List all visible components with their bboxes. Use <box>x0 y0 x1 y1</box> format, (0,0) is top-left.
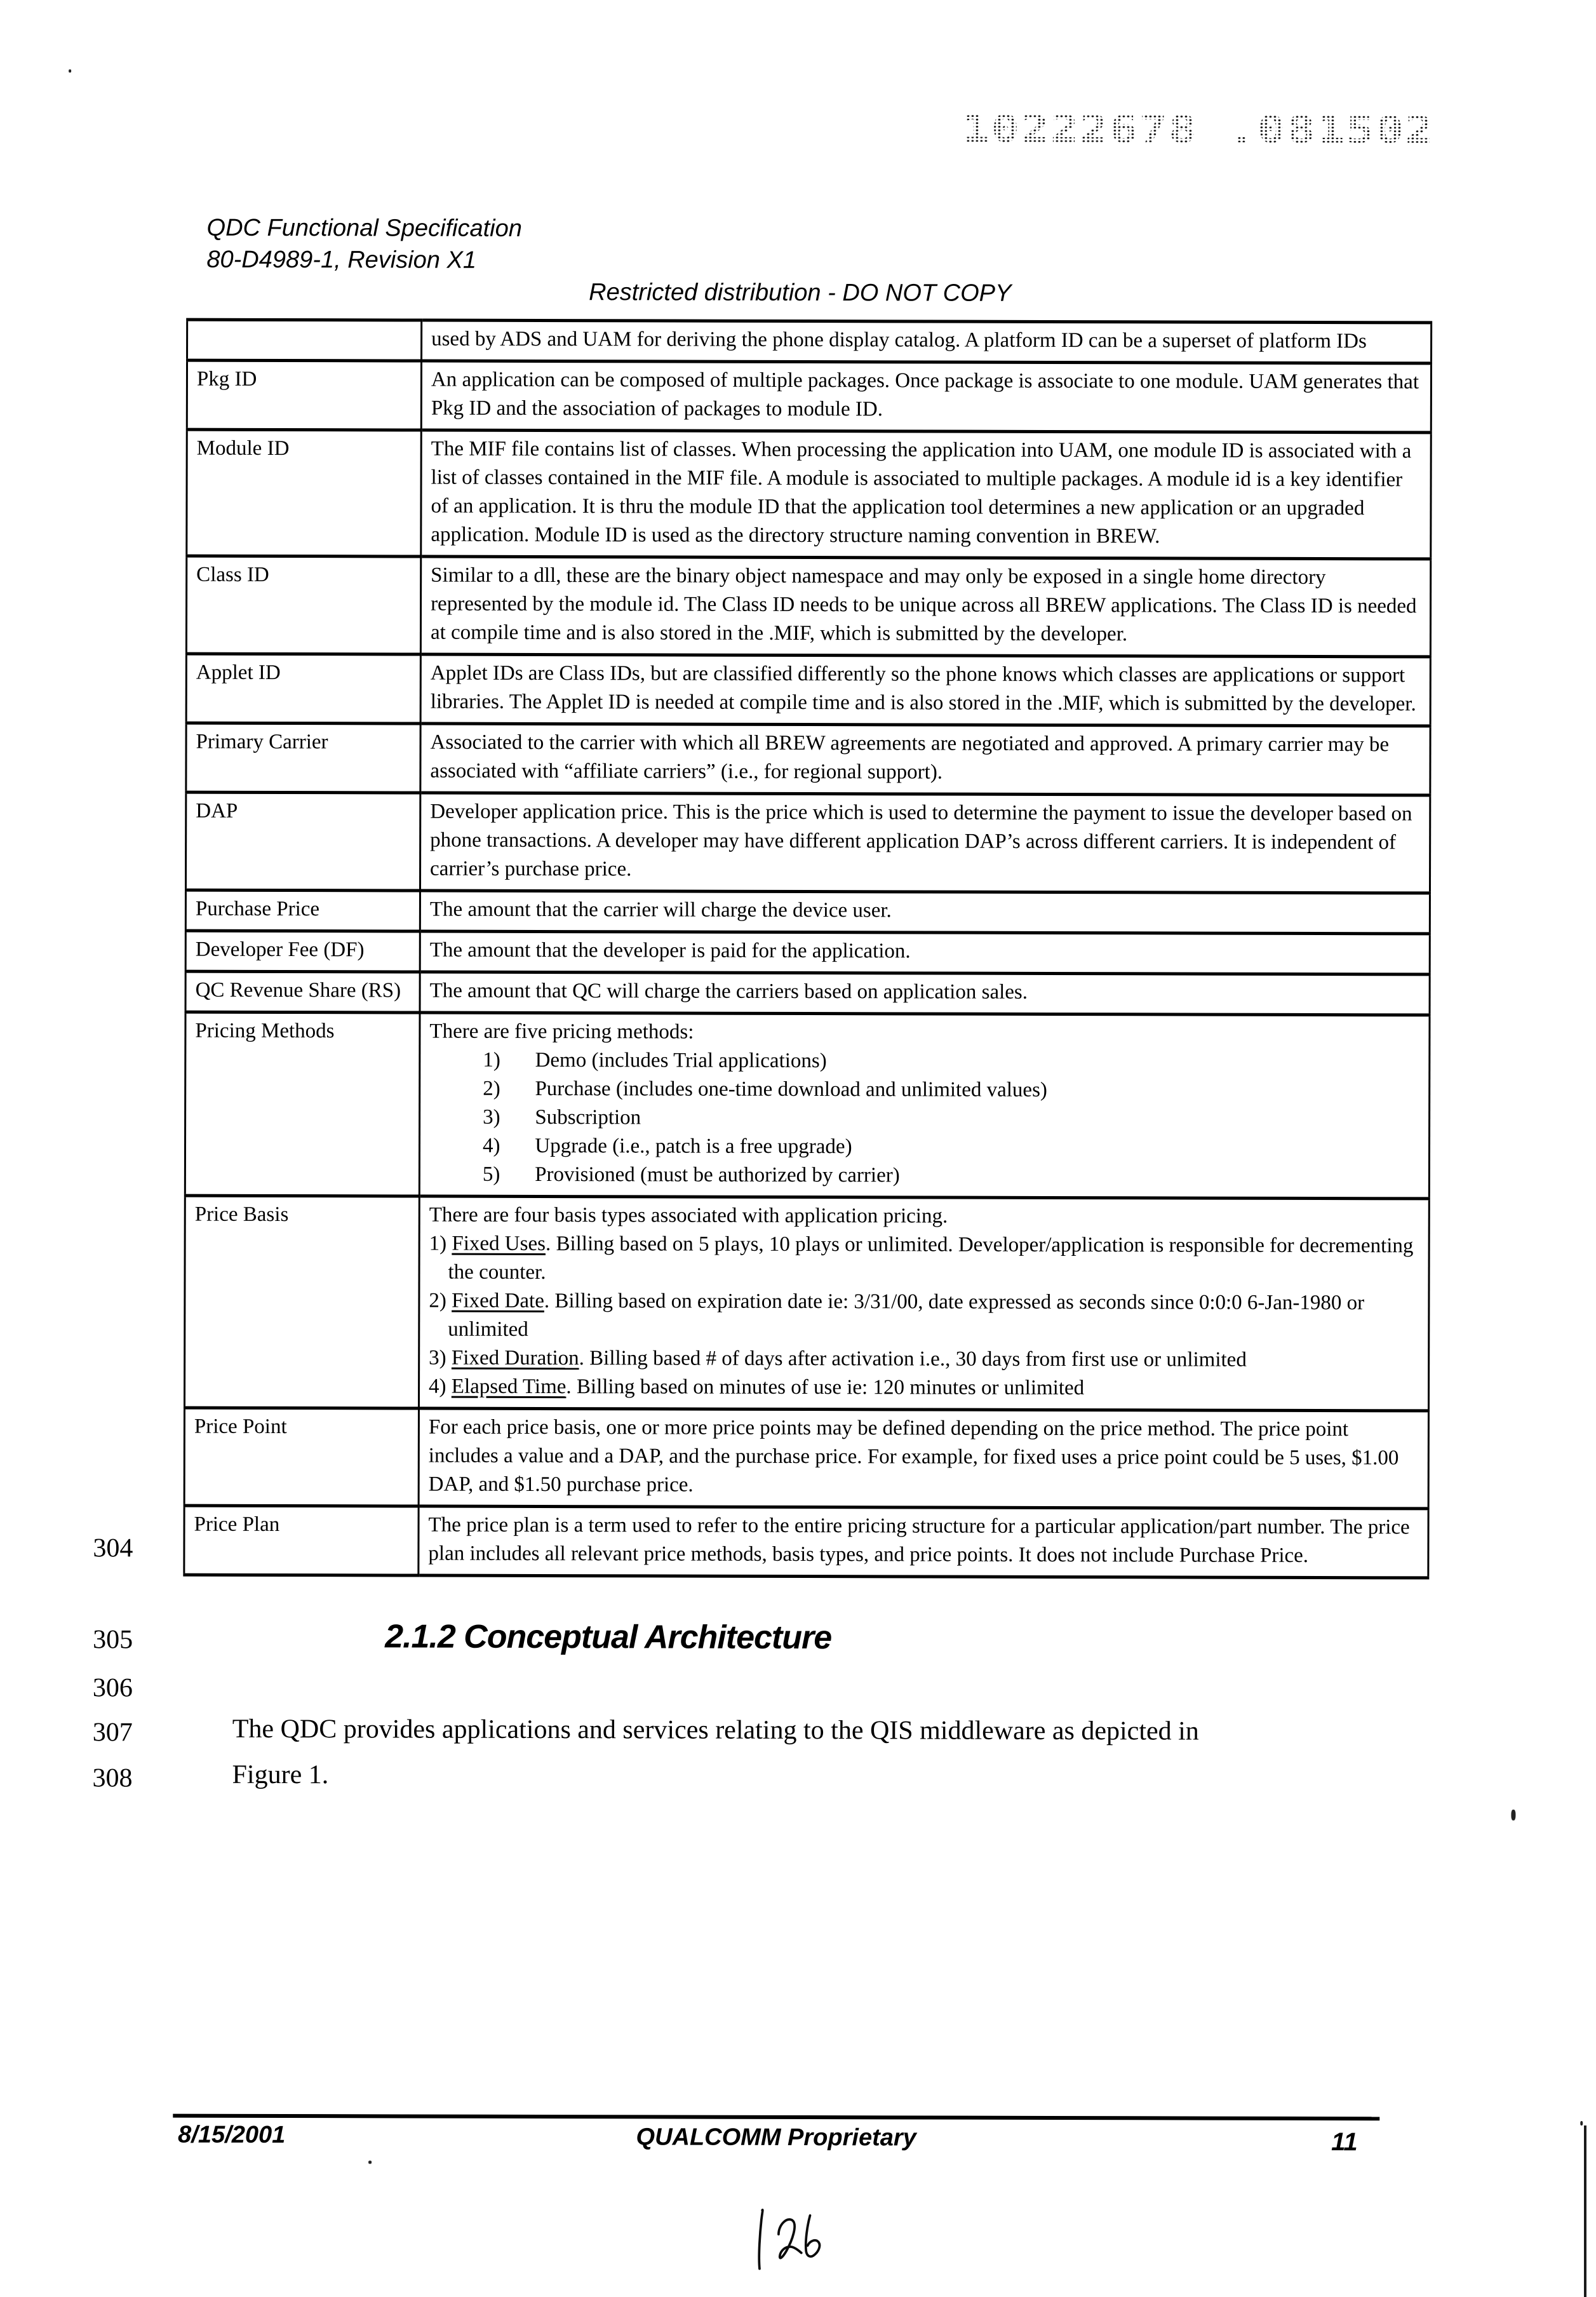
scan-artifact <box>1511 1810 1515 1821</box>
scan-artifact <box>69 69 71 72</box>
item-text: Purchase (includes one-time download and unlimited values) <box>535 1077 1047 1101</box>
table-row <box>186 723 1430 795</box>
definition-text: The price plan is a term used to refer to the entire pricing structure for a particular application/part number. The price plan includes all relevant price methods, basis types, and price points. It does not include Purchase Price. <box>428 1513 1410 1567</box>
term-cell: Price Basis <box>184 1196 419 1408</box>
table-row <box>184 1196 1429 1411</box>
line-number: 307 <box>92 1718 133 1748</box>
item-text: . Billing based # of days after activation i.e., 30 days from first use or unlimited <box>579 1347 1247 1371</box>
term-cell: Applet ID <box>186 654 420 724</box>
definition-text: The amount that the developer is paid for the application. <box>429 938 911 963</box>
pricing-method-item <box>429 1075 1419 1106</box>
item-text: Subscription <box>535 1105 641 1129</box>
term-cell: QC Revenue Share (RS) <box>185 971 420 1013</box>
item-number: 3) <box>483 1105 500 1129</box>
definition-cell <box>419 1408 1428 1509</box>
table-row <box>184 1408 1428 1509</box>
definition-cell <box>419 1196 1429 1411</box>
item-number: 1) <box>429 1232 447 1255</box>
definition-cell <box>419 1013 1430 1199</box>
item-number: 2) <box>429 1289 446 1312</box>
table-row <box>185 1012 1430 1199</box>
scan-artifact <box>368 2160 372 2164</box>
term-cell: Price Plan <box>184 1506 419 1575</box>
body-paragraph-line: Figure 1. <box>232 1760 329 1790</box>
table-row <box>185 931 1430 974</box>
item-text: . Billing based on 5 plays, 10 plays or unlimited. Developer/application is responsible for decrementing the counter. <box>448 1232 1414 1284</box>
definition-text: Developer application price. This is the price which is used to determine the payment to issue the developer based on phone transactions. A developer may have different application DAP’s across different carriers. It is independent of carrier’s purchase price. <box>430 800 1412 881</box>
term-cell: DAP <box>185 792 420 891</box>
item-number: 5) <box>482 1162 500 1186</box>
definition-text: The MIF file contains list of classes. When processing the application into UAM, one module ID is associated with a list of classes contained in the MIF file. A module is associated to multiple packages. A module id is a key identifier of an application. It is thru the module ID that the application tool determines a new application or an upgraded application. Module ID is used as the directory structure naming convention in BREW. <box>431 437 1412 548</box>
definition-text: Associated to the carrier with which all BREW agreements are negotiated and approved. A primary carrier may be associated with “affiliate carriers” (i.e., for regional support). <box>430 731 1390 784</box>
definition-text: used by ADS and UAM for deriving the phone display catalog. A platform ID can be a superset of platform IDs <box>431 327 1367 353</box>
scan-edge-artifact <box>1584 2125 1586 2297</box>
table-row <box>185 890 1430 934</box>
pricing-method-item <box>429 1046 1419 1077</box>
price-basis-item <box>429 1373 1419 1404</box>
definition-cell <box>420 654 1430 726</box>
definition-text: The amount that the carrier will charge the device user. <box>429 898 892 922</box>
term-cell: Purchase Price <box>185 890 420 931</box>
body-paragraph-line: The QDC provides applications and services relating to the QIS middleware as depicted in <box>232 1714 1199 1746</box>
patent-filing-stamp: 10222678 .081502 <box>962 107 1435 152</box>
definition-cell <box>420 931 1430 974</box>
definition-cell <box>419 1506 1428 1578</box>
item-text: . Billing based on minutes of use ie: 120 minutes or unlimited <box>566 1375 1085 1400</box>
handwritten-digit-1 <box>759 2210 763 2269</box>
footer-page-number: 11 <box>1331 2128 1358 2157</box>
restriction-banner: Restricted distribution - DO NOT COPY <box>589 279 1012 307</box>
pricing-method-item <box>429 1132 1419 1163</box>
price-basis-item <box>429 1344 1419 1375</box>
line-number: 306 <box>92 1673 133 1703</box>
table-row <box>184 1506 1428 1578</box>
term-cell: Pkg ID <box>187 360 421 430</box>
definition-text: For each price basis, one or more price points may be defined depending on the price method. The price point includes a value and a DAP, and the purchase price. For example, for fixed uses a price point could be 5 uses, $1.00 DAP, and $1.50 purchase price. <box>428 1415 1399 1497</box>
line-number: 304 <box>93 1533 133 1563</box>
item-text: . Billing based on expiration date ie: 3/31/00, date expressed as seconds since 0:0:0 6-Jan-1980 or unlimited <box>448 1290 1365 1341</box>
table-row <box>187 320 1432 363</box>
handwritten-digit-6 <box>806 2216 820 2257</box>
definition-cell <box>421 430 1431 559</box>
item-number: 1) <box>483 1048 500 1072</box>
table-row <box>186 556 1430 657</box>
definition-cell <box>420 891 1430 934</box>
item-text: Provisioned (must be authorized by carrier) <box>535 1162 900 1187</box>
item-number: 2) <box>483 1077 500 1100</box>
definition-cell <box>420 724 1430 795</box>
definition-cell <box>422 320 1432 363</box>
definition-text: Similar to a dll, these are the binary object namespace and may only be exposed in a single home directory represented by the module id. The Class ID needs to be unique across all BREW applications. The Class ID is needed at compile time and is also stored in the .MIF, which is submitted by the developer. <box>430 563 1417 646</box>
handwritten-digit-2 <box>779 2220 801 2258</box>
price-basis-item <box>429 1230 1419 1290</box>
definition-text: The amount that QC will charge the carriers based on application sales. <box>429 979 1028 1004</box>
line-number: 305 <box>93 1625 133 1655</box>
item-underlined-label: Fixed Duration <box>451 1346 579 1370</box>
item-text: Upgrade (i.e., patch is a free upgrade) <box>535 1134 852 1159</box>
price-basis-item <box>429 1287 1419 1347</box>
term-cell: Price Point <box>184 1408 419 1506</box>
pricing-method-item <box>429 1161 1419 1192</box>
document-number: 80-D4989-1, Revision X1 <box>206 246 477 274</box>
item-number: 4) <box>482 1134 500 1157</box>
table-row <box>187 360 1431 433</box>
line-number: 308 <box>92 1763 133 1793</box>
item-underlined-label: Fixed Date <box>452 1289 544 1313</box>
document-title: QDC Functional Specification <box>206 214 522 242</box>
term-cell: Developer Fee (DF) <box>185 931 420 972</box>
definition-cell <box>420 556 1430 657</box>
scan-artifact <box>1580 2121 1583 2125</box>
table-row <box>187 429 1431 559</box>
item-number: 4) <box>429 1375 446 1398</box>
definitions-table <box>183 318 1432 1580</box>
section-heading: 2.1.2 Conceptual Architecture <box>385 1618 832 1657</box>
term-cell <box>187 320 422 361</box>
footer-proprietary-label: QUALCOMM Proprietary <box>636 2124 916 2152</box>
item-text: Demo (includes Trial applications) <box>535 1048 827 1073</box>
item-underlined-label: Fixed Uses <box>452 1232 546 1256</box>
handwritten-page-mark <box>687 2169 941 2297</box>
definition-intro: There are four basis types associated with application pricing. <box>429 1203 948 1228</box>
definitions-table-body <box>184 320 1432 1578</box>
document-header <box>206 212 522 276</box>
definition-cell <box>420 793 1430 893</box>
definition-intro: There are five pricing methods: <box>429 1020 694 1044</box>
definition-cell <box>420 972 1430 1015</box>
definition-cell <box>421 361 1431 433</box>
pricing-method-item <box>429 1103 1419 1135</box>
table-row <box>186 654 1430 726</box>
term-cell: Primary Carrier <box>186 723 420 793</box>
term-cell: Class ID <box>186 556 420 654</box>
definition-text: An application can be composed of multiple packages. Once package is associate to one module. UAM generates that Pkg ID and the association of packages to module ID. <box>431 368 1419 421</box>
footer-rule <box>173 2114 1379 2121</box>
term-cell: Pricing Methods <box>185 1012 420 1196</box>
table-row <box>185 792 1430 893</box>
item-number: 3) <box>429 1346 446 1370</box>
table-row <box>185 971 1430 1015</box>
definition-text: Applet IDs are Class IDs, but are classified differently so the phone knows which classes are applications or support libraries. The Applet ID is needed at compile time and is also stored in the .MIF, which is submitted by the developer. <box>430 661 1416 716</box>
footer-date: 8/15/2001 <box>178 2121 286 2149</box>
item-underlined-label: Elapsed Time <box>451 1375 567 1399</box>
definitions-table-wrap <box>183 318 1432 1580</box>
term-cell: Module ID <box>187 429 421 556</box>
